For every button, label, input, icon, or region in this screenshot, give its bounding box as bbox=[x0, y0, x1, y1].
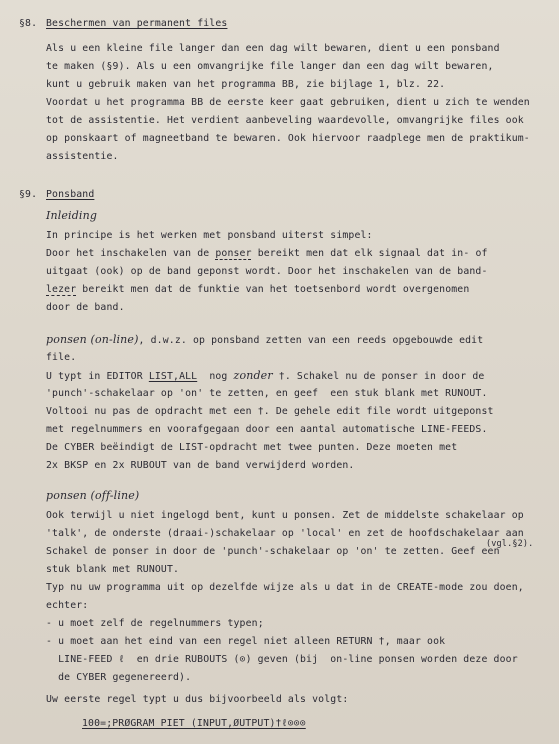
section-8-number: §8. bbox=[19, 18, 38, 29]
ponser-term: ponser bbox=[215, 248, 252, 259]
inleiding-heading: Inleiding bbox=[46, 209, 98, 222]
section-8-line: kunt u gebruik maken van het programma BB, zie bijlage 1, blz. 22. bbox=[46, 79, 446, 90]
online-line: 'punch'-schakelaar op 'on' te zetten, en geef een stuk blank met RUNOUT. bbox=[46, 388, 488, 399]
inleiding-line: In principe is het werken met ponsband uiterst simpel: bbox=[46, 230, 373, 241]
offline-line: 'talk', de onderste (draai-)schakelaar op 'local' en zet de hoofdschakelaar aan bbox=[46, 528, 524, 539]
online-line: 2x BKSP en 2x RUBOUT van de band verwijderd worden. bbox=[46, 460, 355, 471]
online-line: file. bbox=[46, 352, 77, 363]
list-all-command: LIST,ALL bbox=[148, 371, 198, 382]
online-line: Voltooi nu pas de opdracht met een †. De gehele edit file wordt uitgeponst bbox=[46, 406, 494, 417]
section-8-line: tot de assistentie. Het verdient aanbeveling waardevolle, omvangrijke files ook bbox=[46, 115, 524, 126]
lezer-term: lezer bbox=[46, 284, 77, 295]
example-code-line: 100=;PRØGRAM PIET (INPUT,ØUTPUT)†ℓ⊙⊙⊙ bbox=[82, 718, 306, 729]
offline-list-item: - u moet zelf de regelnummers typen; bbox=[46, 618, 264, 629]
online-heading: ponsen (on-line) bbox=[46, 333, 139, 346]
section-8-title: Beschermen van permanent files bbox=[46, 18, 228, 29]
section-9-title: Ponsband bbox=[46, 189, 95, 200]
inleiding-line: door de band. bbox=[46, 302, 125, 313]
section-8-line: Voordat u het programma BB de eerste keer gaat gebruiken, dient u zich te wenden bbox=[46, 97, 530, 108]
inleiding-line: Door het inschakelen van de ponser bereikt men dat elk signaal dat in- of bbox=[46, 248, 488, 259]
section-8-line: te maken (§9). Als u een omvangrijke file langer dan een dag wilt bewaren, bbox=[46, 61, 494, 72]
offline-line: Uw eerste regel typt u dus bijvoorbeeld als volgt: bbox=[46, 694, 349, 705]
offline-line: stuk blank met RUNOUT. bbox=[46, 564, 180, 575]
section-8-line: assistentie. bbox=[46, 151, 119, 162]
section-8-line: op ponskaart of magneetband te bewaren. Ook hiervoor raadplege men de praktikum- bbox=[46, 133, 530, 144]
section-9-number: §9. bbox=[19, 189, 38, 200]
inleiding-line: lezer bereikt men dat de funktie van het toetsenbord wordt overgenomen bbox=[46, 284, 470, 295]
offline-list-item: - u moet aan het eind van een regel niet alleen RETURN †, maar ook bbox=[46, 636, 446, 647]
section-8-line: Als u een kleine file langer dan een dag wilt bewaren, dient u een ponsband bbox=[46, 43, 500, 54]
offline-line: Ook terwijl u niet ingelogd bent, kunt u ponsen. Zet de middelste schakelaar op bbox=[46, 510, 524, 521]
offline-line: Schakel de ponser in door de 'punch'-schakelaar op 'on' te zetten. Geef een bbox=[46, 546, 500, 557]
offline-line: Typ nu uw programma uit op dezelfde wijze als u dat in de CREATE-mode zou doen, bbox=[46, 582, 524, 593]
offline-note: (vgl.§2). bbox=[486, 539, 534, 549]
offline-line: echter: bbox=[46, 600, 89, 611]
online-line: met regelnummers en voorafgegaan door een aantal automatische LINE-FEEDS. bbox=[46, 424, 488, 435]
online-line: ponsen (on-line), d.w.z. op ponsband zetten van een reeds opgebouwde edit bbox=[46, 333, 484, 346]
online-line: U typt in EDITOR LIST,ALL nog zonder †. Schakel nu de ponser in door de bbox=[46, 369, 485, 382]
offline-heading: ponsen (off-line) bbox=[46, 489, 140, 502]
offline-list-item: LINE-FEED ℓ en drie RUBOUTS (⊙) geven (bij on-line ponsen worden deze door bbox=[46, 654, 518, 665]
offline-list-item: de CYBER gegenereerd). bbox=[46, 672, 192, 683]
inleiding-line: uitgaat (ook) op de band geponst wordt. Door het inschakelen van de band- bbox=[46, 266, 488, 277]
online-line: De CYBER beëindigt de LIST-opdracht met twee punten. Deze moeten met bbox=[46, 442, 458, 453]
